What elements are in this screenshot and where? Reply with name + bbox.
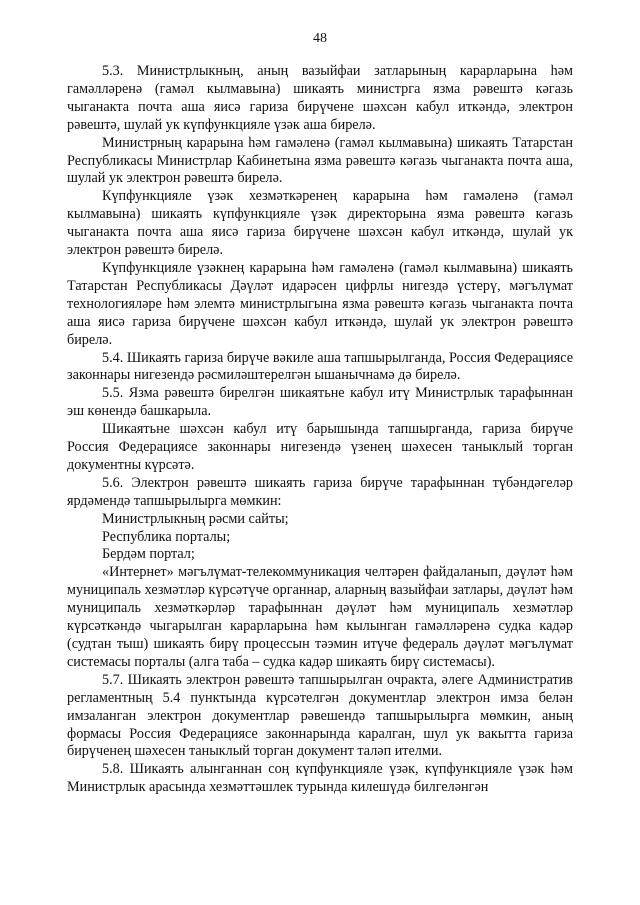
list-item-internet-system: «Интернет» мәгълүмат-телекоммуникация челтәрен файдаланып, дәүләт һәм муниципаль хезмәтләр күрсәтүче органнар, аларның вазыйфаи затлары, дәүләт һәм муниципаль хезмәткәрләр тарафыннан дәүләт һәм муниципаль хезмәтләр күрсәткәндә чыгарылган карарларына һәм кылынган гамәлләренә судка кадәр (судтан тыш) шикаять бирү процессын тәэмин итүче федераль дәүләт мәгълүмат системасы порталы (алга таба – судка кадәр шикаять бирү системасы). [67, 564, 573, 670]
paragraph-personal-submission: Шикаятьне шәхсән кабул итү барышында тапшырганда, гариза бирүче Россия Федерациясе законнары нигезендә үзенең шәхесен таныклый торган документны күрсәтә. [67, 421, 573, 473]
paragraph-5-5: 5.5. Язма рәвештә бирелгән шикаятьне кабул итү Министрлык тарафыннан эш көнендә башкарыла. [67, 385, 573, 420]
page-number: 48 [313, 31, 327, 46]
list-item-ministry-site: Министрлыкның рәсми сайты; [102, 510, 289, 527]
paragraph-mfc-complaint: Күпфункцияле үзәкнең карарына һәм гамәленә (гамәл кылмавына) шикаять Татарстан Республикасы Дәүләт идарәсен цифрлы нигездә үстерү, мәгълүмат технологияләре һәм элемтә министрлыгына язма рәвештә кәгазь чыганакта почта аша яисә гариза бирүчене шәхсән кабул иткәндә, шулай ук электрон рәвештә бирелә. [67, 259, 573, 348]
paragraph-5-7: 5.7. Шикаять электрон рәвештә тапшырылган очракта, әлеге Административ регламентның 5.4 пунктында күрсәтелгән документлар электрон имза белән имзаланган электрон документлар рәвешендә тапшырылырга мөмкин, аның формасы Россия Федерациясе законнарында каралган, шул ук вакытта гариза бирүченең шәхесен таныклый торган документ таләп ителми. [67, 671, 573, 760]
list-item-republic-portal: Республика порталы; [102, 528, 231, 545]
paragraph-5-6: 5.6. Электрон рәвештә шикаять гариза бирүче тарафыннан түбәндәгеләр ярдәмендә тапшырылырга мөмкин: [67, 474, 573, 509]
document-body [67, 63, 573, 797]
list-item-unified-portal: Бердәм портал; [102, 546, 195, 563]
paragraph-5-4: 5.4. Шикаять гариза бирүче вәкиле аша тапшырылганда, Россия Федерациясе законнары нигезендә рәсмиләштерелгән ышанычнамә дә бирелә. [67, 349, 573, 384]
paragraph-mfc-employee-complaint: Күпфункцияле үзәк хезмәткәренең карарына һәм гамәленә (гамәл кылмавына) шикаять күпфункцияле үзәк директорына язма рәвештә кәгазь чыганакта почта аша яисә гариза бирүчене шәхсән кабул иткәндә, шулай ук электрон рәвештә бирелә. [67, 188, 573, 259]
paragraph-minister-complaint: Министрның карарына һәм гамәленә (гамәл кылмавына) шикаять Татарстан Республикасы Министрлар Кабинетына язма рәвештә кәгазь чыганакта почта аша, шулай ук электрон рәвештә бирелә. [67, 134, 573, 187]
paragraph-5-3: 5.3. Министрлыкның, аның вазыйфаи затларының карарларына һәм гамәлләренә (гамәл кылмавына) шикаять министрга язма рәвештә кәгазь чыганакта почта аша яисә гариза бирүчене шәхсән кабул иткәндә, электрон рәвештә, шулай ук күпфункцияле үзәк аша бирелә. [67, 63, 573, 133]
paragraph-5-8: 5.8. Шикаять алынганнан соң күпфункцияле үзәк, күпфункцияле үзәк һәм Министрлык арасында хезмәттәшлек турында килешүдә билгеләнгән [67, 761, 573, 796]
